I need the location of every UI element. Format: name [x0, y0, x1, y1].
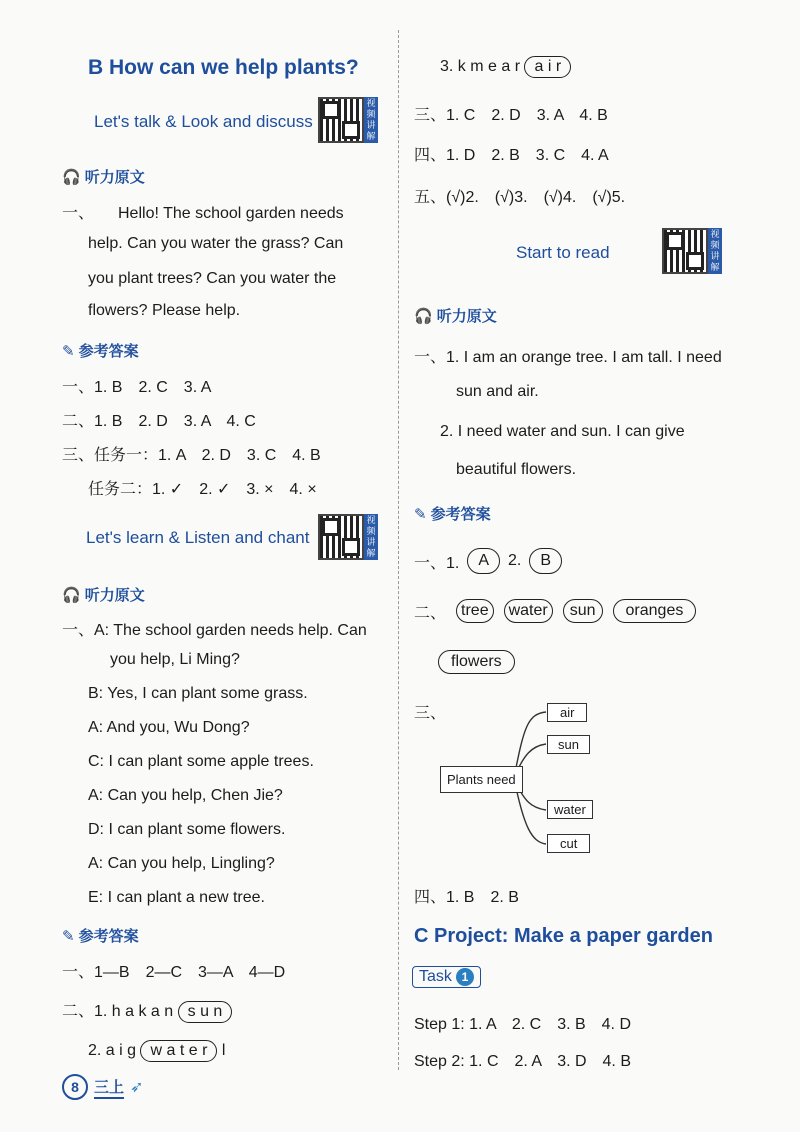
step-line: Step 2: 1. C 2. A 3. D 4. B: [414, 1053, 631, 1070]
step-line: Step 1: 1. A 2. C 3. B 4. D: [414, 1016, 631, 1033]
answer-line: 3. k m e a r a i r: [440, 56, 571, 78]
circled-word: water: [504, 599, 553, 623]
section-b-title: B How can we help plants?: [88, 56, 359, 79]
answer-line: 三、任务一：1. A 2. D 3. C 4. B: [62, 447, 321, 464]
answer-line: 二、1. h a k a n s u n: [62, 998, 232, 1023]
dialogue-line: A: And you, Wu Dong?: [88, 719, 250, 736]
pencil-icon: ✎: [62, 927, 75, 945]
script-line: flowers? Please help.: [88, 302, 241, 319]
pencil-icon: ✎: [414, 505, 427, 523]
circled-word: oranges: [613, 599, 697, 623]
answer-label-3: ✎ 参考答案: [414, 505, 491, 523]
sec1-heading: Let's talk & Look and discuss: [94, 112, 313, 131]
circled-word: s u n: [178, 1001, 233, 1023]
dialogue-line: E: I can plant a new tree.: [88, 889, 265, 906]
script-line: 一、 Hello! The school garden needs: [62, 205, 344, 222]
qr-code-3[interactable]: [662, 228, 708, 274]
qr-tag-3: 视频讲解: [708, 228, 722, 274]
mindmap-node: cut: [547, 834, 590, 853]
qr-tag-1: 视频讲解: [364, 97, 378, 143]
listen-label-3: 🎧 听力原文: [414, 307, 497, 325]
circled-word: w a t e r: [140, 1040, 217, 1062]
qr-code-2[interactable]: [318, 514, 364, 560]
script-line: help. Can you water the grass? Can: [88, 235, 344, 252]
dialogue-line: you help, Li Ming?: [110, 651, 240, 668]
task-badge: Task 1: [412, 966, 481, 988]
answer-line: 一、1. A 2. B: [414, 548, 562, 574]
answer-line: 四、1. B 2. B: [414, 889, 519, 906]
dialogue-line: A: Can you help, Lingling?: [88, 855, 275, 872]
dialogue-line: B: Yes, I can plant some grass.: [88, 685, 308, 702]
answer-line: 二、 tree water sun oranges: [414, 599, 696, 623]
mindmap-node: air: [547, 703, 587, 722]
mindmap-node: sun: [547, 735, 590, 754]
script-line: sun and air.: [456, 383, 539, 400]
answer-line: 三、1. C 2. D 3. A 4. B: [414, 107, 608, 124]
circled-choice: A: [467, 548, 500, 574]
qr-code-1[interactable]: [318, 97, 364, 143]
answer-line: 一、1—B 2—C 3—A 4—D: [62, 964, 286, 981]
answer-line: 任务二：1. ✓ 2. ✓ 3. × 4. ×: [88, 481, 317, 498]
circled-word: a i r: [524, 56, 571, 78]
headphones-icon: 🎧: [62, 586, 81, 604]
answer-label-2: ✎ 参考答案: [62, 927, 139, 945]
answer-line: 一、1. B 2. C 3. A: [62, 379, 212, 396]
answer-line: 二、1. B 2. D 3. A 4. C: [62, 413, 256, 430]
sec2-heading: Let's learn & Listen and chant: [86, 528, 310, 547]
sec3-heading: Start to read: [516, 243, 610, 262]
grade-label: 三上: [94, 1076, 124, 1099]
dialogue-line: A: Can you help, Chen Jie?: [88, 787, 283, 804]
listen-label-2: 🎧 听力原文: [62, 586, 145, 604]
listen-label-1: 🎧 听力原文: [62, 168, 145, 186]
page-number: 8: [62, 1074, 88, 1100]
dialogue-line: D: I can plant some flowers.: [88, 821, 286, 838]
mindmap-prefix: 三、: [414, 705, 447, 722]
decorative-bird-icon: ➶: [130, 1079, 144, 1096]
script-line: 一、1. I am an orange tree. I am tall. I need: [414, 349, 722, 366]
circled-word: flowers: [438, 650, 515, 674]
column-divider: [398, 30, 399, 1070]
project-title: C Project: Make a paper garden: [414, 925, 713, 947]
qr-tag-2: 视频讲解: [364, 514, 378, 560]
pencil-icon: ✎: [62, 342, 75, 360]
headphones-icon: 🎧: [414, 307, 433, 325]
script-line: you plant trees? Can you water the: [88, 270, 337, 287]
answer-line: 五、(√)2. (√)3. (√)4. (√)5.: [414, 189, 626, 206]
script-line: 2. I need water and sun. I can give: [440, 423, 685, 440]
answer-line: 四、1. D 2. B 3. C 4. A: [414, 147, 609, 164]
circled-word: sun: [563, 599, 603, 623]
dialogue-line: 一、A: The school garden needs help. Can: [62, 622, 367, 639]
mindmap-center: Plants need: [440, 766, 523, 793]
mindmap-node: water: [547, 800, 593, 819]
script-line: beautiful flowers.: [456, 461, 577, 478]
answer-line: 2. a i g w a t e r l: [88, 1040, 225, 1062]
circled-word: tree: [456, 599, 494, 623]
dialogue-line: C: I can plant some apple trees.: [88, 753, 314, 770]
answer-label-1: ✎ 参考答案: [62, 342, 139, 360]
answer-line: [438, 650, 515, 674]
page-footer: [62, 1074, 143, 1100]
headphones-icon: 🎧: [62, 168, 81, 186]
circled-choice: B: [529, 548, 562, 574]
